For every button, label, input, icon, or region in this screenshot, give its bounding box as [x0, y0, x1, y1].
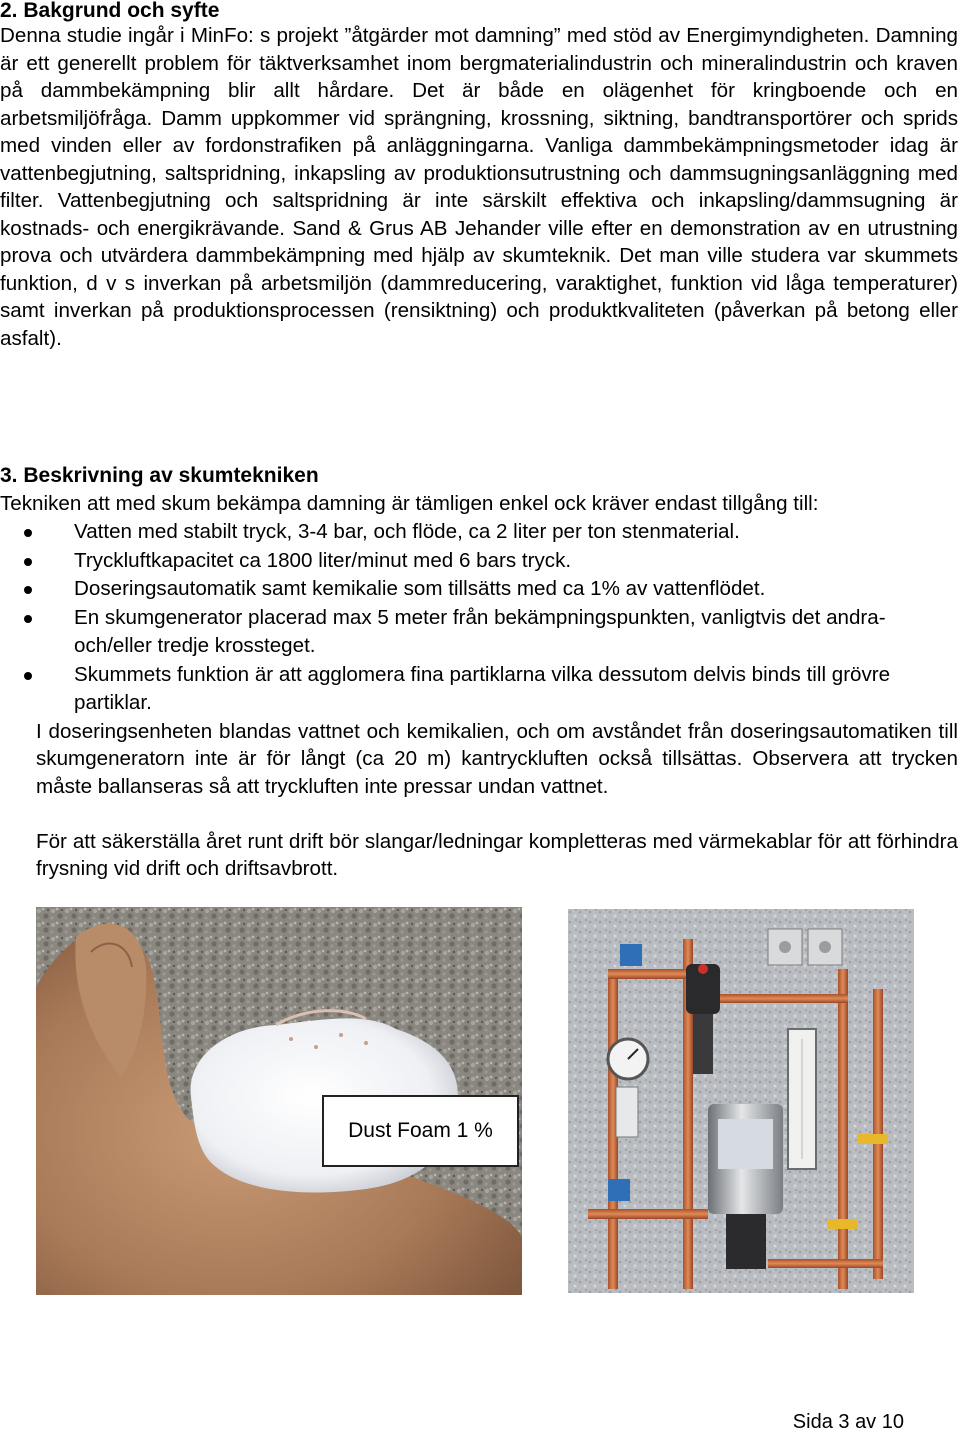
section-3-heading: 3. Beskrivning av skumtekniken: [0, 464, 319, 487]
section-3-intro: Tekniken att med skum bekämpa damning är tämligen enkel ock kräver endast tillgång till:: [0, 492, 819, 515]
list-item: [0, 604, 958, 661]
list-item-text: En skumgenerator placerad max 5 meter från bekämpningspunkten, vanligtvis det andra- och/eller tredje krossteget.: [74, 605, 886, 657]
dosing-equipment-photo: [568, 909, 914, 1293]
bullet-icon: [24, 672, 32, 680]
list-item: [0, 575, 958, 604]
bullet-icon: [24, 615, 32, 623]
list-item: [0, 518, 958, 547]
list-item-text: Vatten med stabilt tryck, 3-4 bar, och flöde, ca 2 liter per ton stenmaterial.: [74, 520, 740, 543]
requirements-list: [0, 518, 958, 718]
list-item-text: Skummets funktion är att agglomera fina partiklarna vilka dessutom delvis binds till grövre partiklar.: [74, 662, 891, 714]
bullet-icon: [24, 586, 32, 594]
bullet-icon: [24, 529, 32, 537]
section-3-paragraph-1: I doseringsenheten blandas vattnet och kemikalien, och om avståndet från doseringsautomatiken till skumgeneratorn inte är för långt (ca 20 m) kantryckluften också tillsättas. Observera att trycken måste ballanseras så att tryckluften inte pressar undan vattnet.: [36, 720, 958, 798]
section-3-paragraph-2: För att säkerställa året runt drift bör slangar/ledningar kompletteras med värmekablar för att förhindra frysning vid drift och driftsavbrott.: [36, 830, 958, 881]
bullet-icon: [24, 558, 32, 566]
foam-label: Dust Foam 1 %: [322, 1095, 519, 1167]
list-item-text: Tryckluftkapacitet ca 1800 liter/minut med 6 bars tryck.: [74, 548, 572, 572]
list-item: [0, 661, 958, 718]
list-item-text: Doseringsautomatik samt kemikalie som tillsätts med ca 1% av vattenflödet.: [74, 577, 766, 600]
section-2-body: Denna studie ingår i MinFo: s projekt ”åtgärder mot damning” med stöd av Energimyndigheten. Damning är ett generellt problem för täktverksamhet inom bergmaterialindustrin och mineralindustrin och kraven på dammbekämpning blir allt hårdare. Det är både en olägenhet för kringboende och en arbetsmiljöfråga. Damm uppkommer vid sprängning, krossning, siktning, bandtransportörer och sprids med vinden eller av fordonstrafiken på anläggningarna. Vanliga dammbekämpningsmetoder idag är vattenbegjutning, saltspridning, inkapsling av produktionsutrustning och dammsugningsanläggning med filter. Vattenbegjutning och saltspridning är inte särskilt effektiva och inkapsling/dammsugning är kostnads- och energikrävande. Sand & Grus AB Jehander ville efter en demonstration av en utrustning prova och utvärdera dammbekämpning med hjälp av skumteknik. Det man ville studera var skummets funktion, d v s inverkan på arbetsmiljön (dammreducering, varaktighet, funktion vid låga temperaturer) samt inverkan på produktionsprocessen (rensiktning) och produktkvaliteten (påverkan på betong eller asfalt).: [0, 24, 958, 350]
page-number: Sida 3 av 10: [792, 1411, 904, 1433]
list-item: [0, 547, 958, 576]
section-2-heading: 2. Bakgrund och syfte: [0, 0, 220, 22]
